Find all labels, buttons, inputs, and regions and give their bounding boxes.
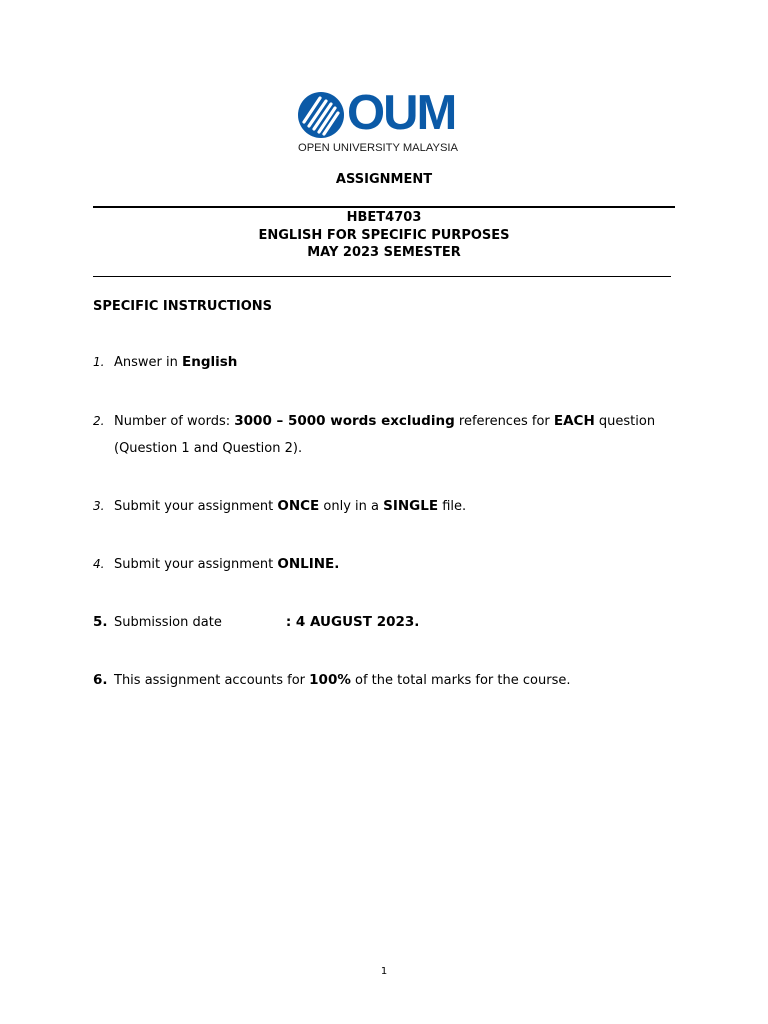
course-name: ENGLISH FOR SPECIFIC PURPOSES [258, 228, 510, 243]
instruction-text: Submit your assignment [114, 499, 278, 514]
instruction-emphasis: EACH [553, 413, 595, 429]
instruction-emphasis: ONCE [277, 498, 320, 514]
oum-logo [297, 86, 477, 156]
instruction-text: Answer in [114, 355, 182, 370]
logo-wordmark: OUM [347, 86, 456, 140]
logo-subtitle: OPEN UNIVERSITY MALAYSIA [298, 142, 458, 154]
header-rule-bottom [93, 276, 671, 277]
instruction-text: Submission date [114, 615, 222, 630]
instruction-emphasis: 3000 – 5000 words excluding [234, 413, 455, 429]
instruction-item [93, 551, 683, 578]
semester: MAY 2023 SEMESTER [307, 245, 461, 260]
instruction-emphasis: ONLINE. [277, 556, 340, 572]
instruction-text: Number of words: [114, 414, 235, 429]
document-type-title: ASSIGNMENT [335, 172, 433, 187]
header-rule-top [93, 206, 675, 208]
page-number: 1 [380, 966, 388, 977]
section-title: SPECIFIC INSTRUCTIONS [93, 299, 272, 314]
instruction-item [93, 408, 683, 462]
instruction-number: 1. [93, 355, 105, 369]
instruction-text: Submit your assignment [114, 557, 278, 572]
instruction-item [93, 493, 683, 520]
instruction-text: This assignment accounts for [114, 673, 310, 688]
instruction-number: 3. [93, 499, 105, 513]
instruction-emphasis: English [182, 354, 238, 370]
course-code: HBET4703 [346, 210, 422, 225]
instruction-text: file. [438, 499, 467, 514]
instruction-item [93, 667, 683, 694]
instruction-number: 4. [93, 557, 105, 571]
instruction-text: of the total marks for the course. [350, 673, 571, 688]
instruction-number: 5. [93, 614, 108, 630]
instruction-emphasis: SINGLE [383, 498, 439, 514]
instruction-text: only in a [319, 499, 384, 514]
instruction-text: references for [454, 414, 554, 429]
instruction-item [93, 349, 683, 376]
instruction-number: 2. [93, 414, 105, 428]
submission-date-value: : 4 AUGUST 2023. [285, 614, 420, 630]
oum-emblem-icon [298, 92, 344, 138]
instruction-text: question (Question 1 and Question 2). [114, 414, 656, 456]
instruction-number: 6. [93, 672, 108, 688]
instruction-emphasis: 100% [309, 672, 351, 688]
instruction-item [93, 609, 683, 636]
